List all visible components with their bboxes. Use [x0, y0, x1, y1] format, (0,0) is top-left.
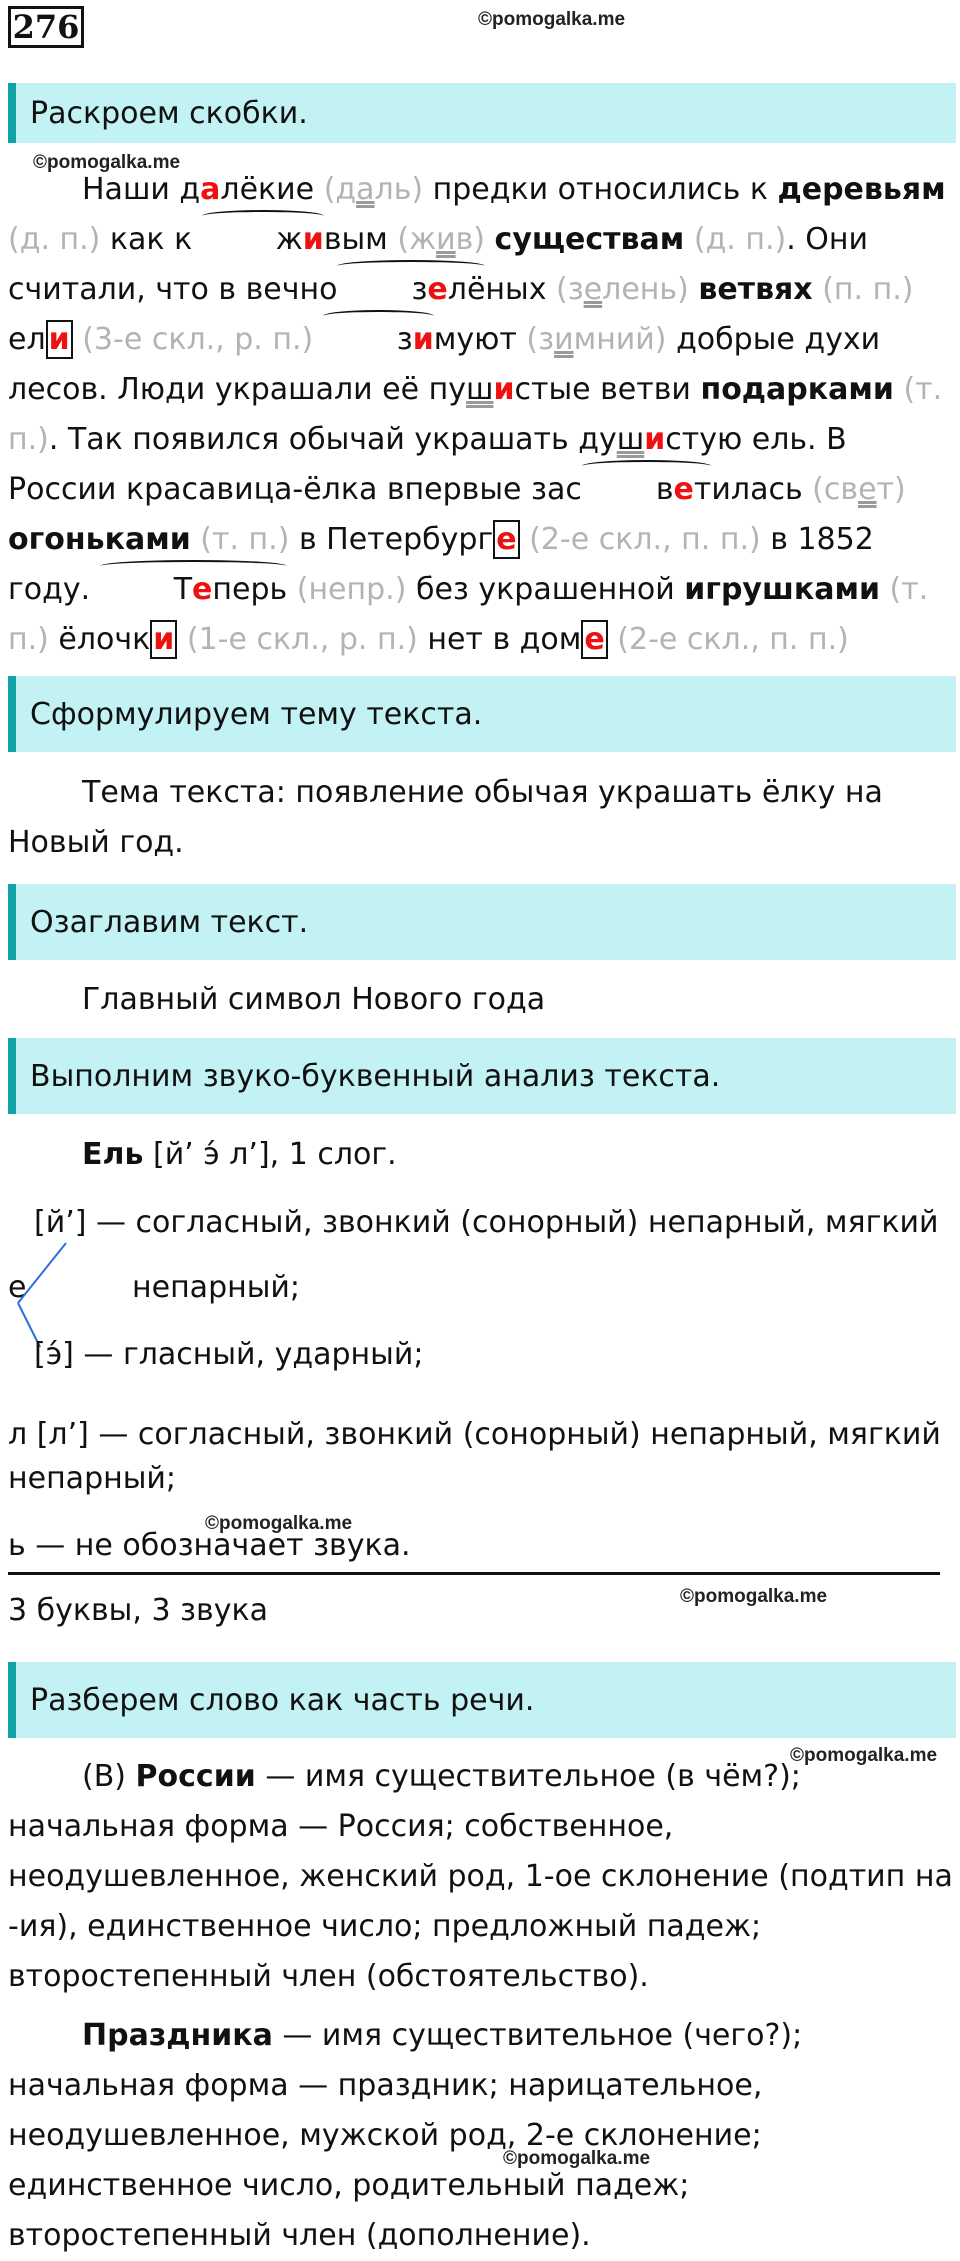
section-header-theme: Сформулируем тему текста. — [8, 676, 956, 752]
watermark: ©pomogalka.me — [33, 152, 181, 173]
letters-sounds-summary: 3 буквы, 3 звука — [8, 1593, 268, 1628]
section-header-brackets: Раскроем скобки. — [8, 83, 956, 143]
sound-j-continuation: непарный; — [132, 1270, 301, 1305]
task-number: 276 — [8, 6, 84, 48]
sound-e-line: [э́] — гласный, ударный; — [34, 1337, 424, 1372]
sound-l-line: л [л’] — согласный, звонкий (сонорный) непарный, мягкий — [8, 1417, 941, 1452]
phonetic-word-line: Ель [й’ э́ л’], 1 слог. — [82, 1137, 397, 1172]
watermark: ©pomogalka.me — [680, 1586, 828, 1607]
morph-word-holiday: Праздника — [82, 2018, 273, 2053]
sound-j-line: [й’] — согласный, звонкий (сонорный) непарный, мягкий — [34, 1205, 939, 1240]
title-text: Главный символ Нового года — [82, 982, 546, 1017]
section-header-morph: Разберем слово как часть речи. — [8, 1662, 956, 1738]
sound-l-continuation: непарный; — [8, 1461, 177, 1496]
morph-russia-paragraph: (В) России — имя существительное (в чём?); начальная форма — Россия; собственное, неодушевленное, женский род, 1-ое склонение (подтип на -ия), единственное число; предложный падеж; второстепенный член (обстоятельство). — [8, 1759, 953, 1994]
morph-word-russia: России — [135, 1759, 256, 1794]
watermark: ©pomogalka.me — [503, 2148, 651, 2169]
soft-sign-line: ь — не обозначает звука. — [8, 1528, 411, 1563]
letter-e: е — [8, 1270, 27, 1305]
section-header-phonetic: Выполним звуко-буквенный анализ текста. — [8, 1038, 956, 1114]
section-header-title: Озаглавим текст. — [8, 884, 956, 960]
phonetic-word: Ель — [82, 1137, 144, 1172]
theme-text: Тема текста: появление обычая украшать ёлку на Новый год. — [8, 775, 883, 860]
watermark: ©pomogalka.me — [790, 1745, 938, 1766]
divider-line — [8, 1572, 940, 1575]
main-paragraph: Наши далёкие (даль) предки относились к деревьям (д. п.) как к живым (жив) существам (д. п.). Они считали, что в вечно зелёных (зелень) ветвях (п. п.) ел и (3-е скл., р. п.) зимуют (зимний) добрые духи лесов. Люди украшали её пушистые ветви подарками (т. п.). Так появился обычай украшать душистую ель. В России красавица-ёлка впервые зас ветилась (свет) огоньками (т. п.) в Петербург е (2-е скл., п. п.) в 1852 году. Теперь (непр.) без украшенной игрушками (т. п.) ёлочк и (1-е скл., р. п.) нет в дом е (2-е скл., п. п.) — [8, 172, 946, 657]
watermark: ©pomogalka.me — [478, 9, 626, 30]
morph-holiday-paragraph: Праздника — имя существительное (чего?); начальная форма — праздник; нарицательное, неодушевленное, мужской род, 2-е склонение; единственное число, родительный падеж; второстепенный член (дополнение). — [8, 2018, 803, 2253]
watermark: ©pomogalka.me — [205, 1513, 353, 1534]
